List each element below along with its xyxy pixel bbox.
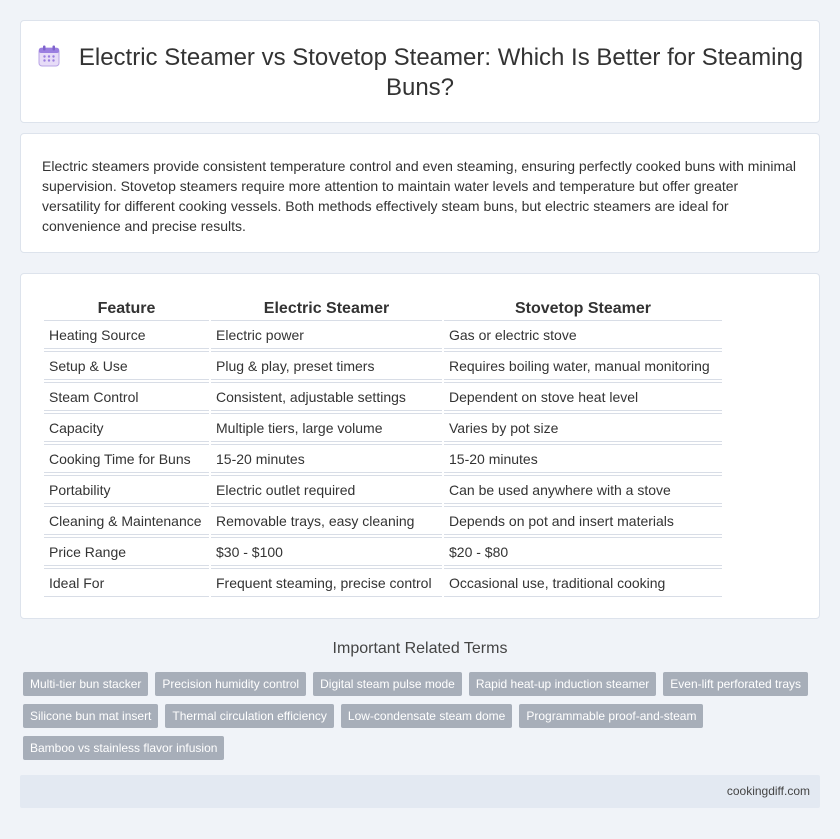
table-cell: Plug & play, preset timers [211,351,442,380]
table-cell: Occasional use, traditional cooking [444,568,722,597]
table-row [44,351,722,380]
table-cell: Heating Source [44,320,209,349]
table-row [44,537,722,566]
table-cell: Multiple tiers, large volume [211,413,442,442]
related-term-tag[interactable]: Digital steam pulse mode [313,672,462,696]
table-row [44,475,722,504]
table-row [44,382,722,411]
table-cell: 15-20 minutes [211,444,442,473]
table-cell: Electric power [211,320,442,349]
table-cell: Setup & Use [44,351,209,380]
related-term-tag[interactable]: Rapid heat-up induction steamer [469,672,656,696]
table-cell: Consistent, adjustable settings [211,382,442,411]
related-term-tag[interactable]: Silicone bun mat insert [23,704,158,728]
footer [20,775,820,808]
table-cell: Electric outlet required [211,475,442,504]
page-title: Electric Steamer vs Stovetop Steamer: Which Is Better for Steaming Buns? [78,44,804,101]
table-cell: Capacity [44,413,209,442]
table-cell: 15-20 minutes [444,444,722,473]
intro-card [20,133,820,253]
related-term-tag[interactable]: Low-condensate steam dome [341,704,512,728]
related-term-tag[interactable]: Even-lift perforated trays [663,672,808,696]
comparison-card [20,273,820,619]
table-row [44,506,722,535]
table-cell: Gas or electric stove [444,320,722,349]
table-cell: Steam Control [44,382,209,411]
page-title-wrap [21,43,819,103]
table-cell: Varies by pot size [444,413,722,442]
column-header-feature: Feature [97,300,156,317]
table-cell: Portability [44,475,209,504]
table-header-row [44,298,722,318]
related-term-tag[interactable]: Programmable proof-and-steam [519,704,703,728]
related-terms-title: Important Related Terms [332,640,508,657]
intro-text: Electric steamers provide consistent temperature control and even steaming, ensuring perfectly cooked buns with minimal supervision. Stovetop steamers require more attention to maintain water levels and temperature but offer greater versatility for different cooking vessels. Both methods effectively steam buns, but electric steamers are ideal for convenience and precise results. [42,158,797,234]
related-term-tag[interactable]: Precision humidity control [155,672,306,696]
table-cell: Cooking Time for Buns [44,444,209,473]
column-header-stovetop: Stovetop Steamer [514,300,652,317]
site-name[interactable]: cookingdiff.com [726,784,810,798]
table-cell: Ideal For [44,568,209,597]
related-terms-list [23,672,823,768]
table-cell: Can be used anywhere with a stove [444,475,722,504]
table-cell: Removable trays, easy cleaning [211,506,442,535]
table-cell: Depends on pot and insert materials [444,506,722,535]
table-row [44,568,722,597]
table-cell: Requires boiling water, manual monitoring [444,351,722,380]
table-cell: Price Range [44,537,209,566]
related-term-tag[interactable]: Bamboo vs stainless flavor infusion [23,736,224,760]
column-header-electric: Electric Steamer [263,300,390,317]
header-card [20,20,820,123]
table-cell: Cleaning & Maintenance [44,506,209,535]
table-cell: Dependent on stove heat level [444,382,722,411]
table-cell: Frequent steaming, precise control [211,568,442,597]
calendar-icon [37,44,61,68]
table-cell: $20 - $80 [444,537,722,566]
comparison-table [42,296,724,599]
related-term-tag[interactable]: Multi-tier bun stacker [23,672,148,696]
related-term-tag[interactable]: Thermal circulation efficiency [165,704,334,728]
table-cell: $30 - $100 [211,537,442,566]
table-row [44,413,722,442]
table-row [44,320,722,349]
table-row [44,444,722,473]
